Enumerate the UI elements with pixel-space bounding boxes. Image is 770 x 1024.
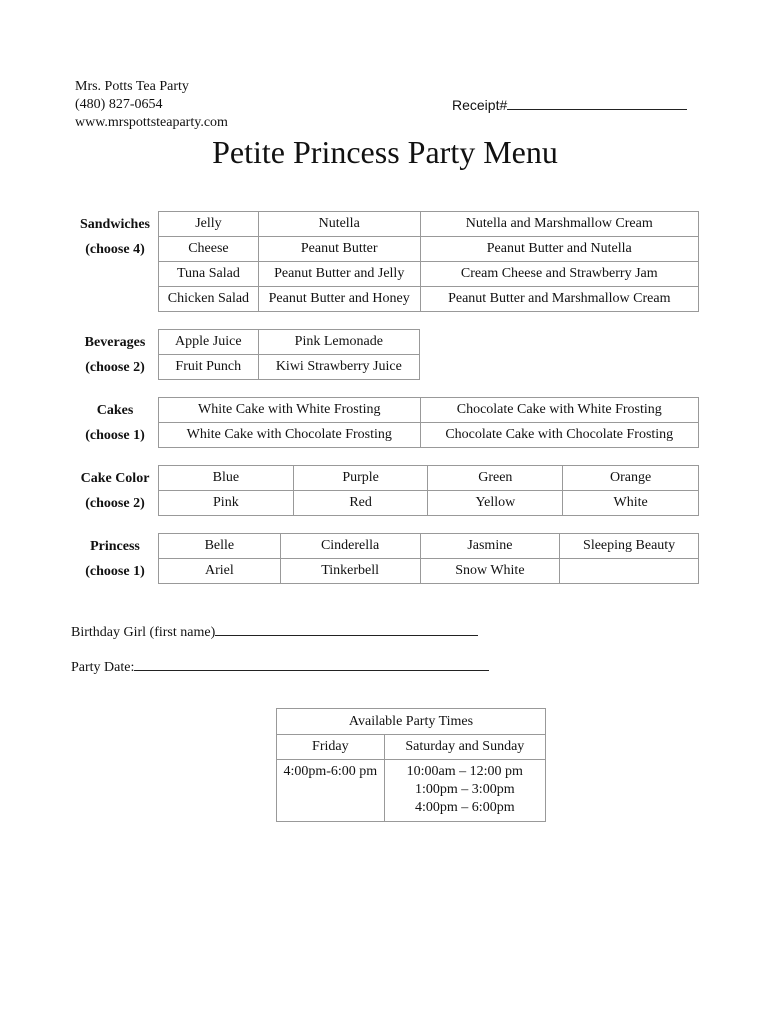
menu-option[interactable]: Peanut Butter bbox=[258, 237, 420, 262]
menu-option[interactable]: Cinderella bbox=[280, 534, 420, 559]
menu-option[interactable]: Chocolate Cake with Chocolate Frosting bbox=[420, 423, 698, 448]
time-slot[interactable]: 4:00pm – 6:00pm bbox=[415, 800, 515, 815]
menu-option[interactable]: Chocolate Cake with White Frosting bbox=[420, 398, 698, 423]
menu-option[interactable]: White bbox=[563, 491, 699, 516]
menu-option[interactable]: Chicken Salad bbox=[159, 287, 259, 312]
table-row bbox=[159, 287, 699, 312]
receipt-blank-line[interactable] bbox=[507, 96, 687, 110]
table-row bbox=[277, 709, 546, 735]
menu-option[interactable]: Purple bbox=[293, 466, 428, 491]
receipt-label: Receipt# bbox=[452, 97, 508, 113]
menu-option[interactable]: White Cake with White Frosting bbox=[159, 398, 421, 423]
beverages-table bbox=[158, 329, 420, 380]
cake-color-label: Cake Color bbox=[80, 471, 150, 486]
party-times-table bbox=[276, 708, 546, 822]
menu-option[interactable]: Cream Cheese and Strawberry Jam bbox=[420, 262, 698, 287]
cakes-label: Cakes bbox=[96, 403, 134, 418]
party-date-blank-line[interactable] bbox=[134, 656, 489, 671]
menu-option[interactable]: White Cake with Chocolate Frosting bbox=[159, 423, 421, 448]
menu-option[interactable]: Tinkerbell bbox=[280, 559, 420, 584]
time-slot[interactable]: 10:00am – 12:00 pm bbox=[406, 764, 523, 779]
table-row bbox=[159, 262, 699, 287]
menu-option[interactable]: Peanut Butter and Marshmallow Cream bbox=[420, 287, 698, 312]
business-name: Mrs. Potts Tea Party bbox=[75, 79, 189, 94]
table-row bbox=[159, 423, 699, 448]
menu-option[interactable]: Fruit Punch bbox=[159, 355, 259, 380]
beverages-label: Beverages bbox=[84, 335, 146, 350]
birthday-girl-field bbox=[71, 621, 478, 641]
table-row bbox=[159, 466, 699, 491]
cakes-choose: (choose 1) bbox=[85, 428, 145, 443]
table-row bbox=[277, 760, 546, 822]
princess-table bbox=[158, 533, 699, 584]
time-slot[interactable]: 4:00pm-6:00 pm bbox=[283, 764, 378, 779]
menu-option[interactable]: Green bbox=[428, 466, 563, 491]
website: www.mrspottsteaparty.com bbox=[75, 115, 228, 130]
menu-option[interactable]: Pink bbox=[159, 491, 294, 516]
cakes-table bbox=[158, 397, 699, 448]
menu-option[interactable]: Jasmine bbox=[420, 534, 560, 559]
menu-option[interactable]: Orange bbox=[563, 466, 699, 491]
sandwiches-table bbox=[158, 211, 699, 312]
sandwiches-choose: (choose 4) bbox=[85, 242, 145, 257]
friday-times-cell bbox=[277, 760, 385, 822]
princess-label: Princess bbox=[90, 539, 140, 554]
menu-option[interactable]: Peanut Butter and Jelly bbox=[258, 262, 420, 287]
table-row bbox=[159, 237, 699, 262]
menu-option[interactable]: Blue bbox=[159, 466, 294, 491]
menu-option[interactable]: Red bbox=[293, 491, 428, 516]
phone-number: (480) 827-0654 bbox=[75, 97, 163, 112]
cake-color-table bbox=[158, 465, 699, 516]
table-row bbox=[159, 559, 699, 584]
party-date-field bbox=[71, 656, 489, 676]
menu-option[interactable]: Nutella bbox=[258, 212, 420, 237]
menu-option[interactable]: Yellow bbox=[428, 491, 563, 516]
weekend-header: Saturday and Sunday bbox=[384, 735, 545, 760]
party-date-label: Party Date: bbox=[71, 660, 135, 675]
birthday-girl-blank-line[interactable] bbox=[215, 621, 478, 636]
empty-cell[interactable] bbox=[560, 559, 699, 584]
princess-choose: (choose 1) bbox=[85, 564, 145, 579]
party-times-title: Available Party Times bbox=[277, 709, 546, 735]
menu-option[interactable]: Tuna Salad bbox=[159, 262, 259, 287]
cake-color-choose: (choose 2) bbox=[85, 496, 145, 511]
menu-option[interactable]: Nutella and Marshmallow Cream bbox=[420, 212, 698, 237]
friday-header: Friday bbox=[277, 735, 385, 760]
table-row bbox=[159, 355, 420, 380]
table-row bbox=[159, 534, 699, 559]
menu-option[interactable]: Cheese bbox=[159, 237, 259, 262]
menu-option[interactable]: Sleeping Beauty bbox=[560, 534, 699, 559]
table-row bbox=[159, 398, 699, 423]
menu-option[interactable]: Jelly bbox=[159, 212, 259, 237]
menu-option[interactable]: Belle bbox=[159, 534, 281, 559]
beverages-choose: (choose 2) bbox=[85, 360, 145, 375]
table-row bbox=[159, 212, 699, 237]
menu-option[interactable]: Pink Lemonade bbox=[258, 330, 419, 355]
receipt-field bbox=[452, 96, 687, 113]
table-row bbox=[159, 491, 699, 516]
menu-option[interactable]: Apple Juice bbox=[159, 330, 259, 355]
menu-option[interactable]: Peanut Butter and Honey bbox=[258, 287, 420, 312]
menu-option[interactable]: Ariel bbox=[159, 559, 281, 584]
menu-option[interactable]: Peanut Butter and Nutella bbox=[420, 237, 698, 262]
page-title: Petite Princess Party Menu bbox=[212, 134, 558, 170]
table-row bbox=[159, 330, 420, 355]
table-row bbox=[277, 735, 546, 760]
menu-option[interactable]: Snow White bbox=[420, 559, 560, 584]
sandwiches-label: Sandwiches bbox=[79, 217, 151, 232]
weekend-times-cell bbox=[384, 760, 545, 822]
menu-option[interactable]: Kiwi Strawberry Juice bbox=[258, 355, 419, 380]
time-slot[interactable]: 1:00pm – 3:00pm bbox=[415, 782, 515, 797]
birthday-girl-label: Birthday Girl (first name) bbox=[71, 625, 216, 640]
